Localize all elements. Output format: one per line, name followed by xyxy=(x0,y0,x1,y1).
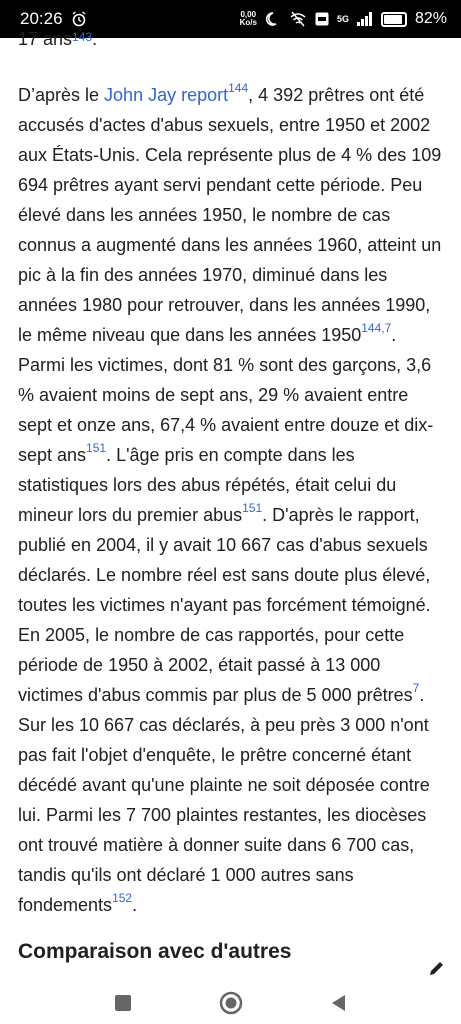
paragraph-text: . Parmi les victimes, dont 81 % sont des garçons, 3,6 % avaient moins de sept ans, 29 % avaient entre sept et onze ans, 67,4 % avaient entre douze et dix-sept ans xyxy=(18,325,434,465)
status-right xyxy=(240,10,447,28)
previous-text: 17 ans xyxy=(18,29,73,49)
alarm-icon xyxy=(71,11,87,27)
article-content xyxy=(0,29,461,982)
wifi-off-icon xyxy=(289,11,307,27)
signal-type: 5G xyxy=(336,14,349,24)
net-speed xyxy=(240,11,257,27)
reference-link[interactable]: 143 xyxy=(72,30,93,44)
article-link[interactable]: John Jay report xyxy=(104,85,229,105)
reference-link[interactable]: 151 xyxy=(86,441,107,455)
signal-bars-icon xyxy=(357,12,373,26)
back-button[interactable] xyxy=(324,988,354,1018)
home-button[interactable] xyxy=(216,988,246,1018)
reference-link[interactable]: 144,7 xyxy=(361,321,392,335)
edit-pencil-icon[interactable] xyxy=(427,958,447,978)
recents-button[interactable] xyxy=(108,988,138,1018)
status-left xyxy=(20,9,87,29)
paragraph-text: , 4 392 prêtres ont été accusés d'actes d'abus sexuels, entre 1950 et 2002 aux États-Unis. Cela représente plus de 4 % des 109 694 prêtres ayant servi pendant cette période. Peu élevé dans les années 1950, le nombre de cas connus a augmenté dans les années 1960, atteint un pic à la fin des années 1970, diminué dans les années 1980 pour retrouver, dans les années 1990, le même niveau que dans les années 1950 xyxy=(18,85,442,345)
battery-icon xyxy=(381,12,407,27)
circle-home-icon xyxy=(219,991,243,1015)
volte-icon xyxy=(315,12,329,26)
paragraph-text: D’après le xyxy=(18,85,105,105)
reference-link[interactable]: 144 xyxy=(228,81,249,95)
article-paragraph xyxy=(18,80,442,920)
reference-link[interactable]: 152 xyxy=(112,891,133,905)
paragraph-text: . L'âge pris en compte dans les statistiques lors des abus répétés, était celui du mineur lors du premier abus xyxy=(18,445,397,525)
do-not-disturb-moon-icon xyxy=(265,11,281,27)
status-time: 20:26 xyxy=(20,9,63,28)
section-heading: Comparaison avec d'autres xyxy=(18,940,292,963)
square-recents-icon xyxy=(114,994,132,1012)
system-navigation-bar xyxy=(0,982,461,1024)
net-speed-unit: Ko/s xyxy=(239,18,257,27)
paragraph-text: . Sur les 10 667 cas déclarés, à peu près 3 000 n'ont pas fait l'objet d'enquête, le prêtre concerné étant décédé avant qu'une plainte ne soit déposée contre lui. Parmi les 7 700 plaintes restantes, les diocèses ont trouvé matière à donner suite dans 6 700 cas, tandis qu'ils ont déclaré 1 000 autres sans fondements xyxy=(18,685,430,915)
paragraph-text: . xyxy=(132,895,138,915)
battery-percent: 82% xyxy=(414,10,447,27)
paragraph-text: . D'après le rapport, publié en 2004, il y avait 10 667 cas d'abus sexuels déclarés. Le nombre réel est sans doute plus élevé, toutes les victimes n'ayant pas forcément témoigné. En 2005, le nombre de cas rapportés, pour cette période de 1950 à 2002, était passé à 13 000 victimes d'abus commis par plus de 5 000 prêtres xyxy=(18,505,431,705)
reference-link[interactable]: 7 xyxy=(412,681,420,695)
net-speed-value: 0,00 xyxy=(240,10,257,19)
triangle-back-icon xyxy=(329,993,349,1013)
previous-paragraph-tail: 17 ans$^{143}$. xyxy=(18,29,98,49)
reference-link[interactable]: 151 xyxy=(242,501,263,515)
